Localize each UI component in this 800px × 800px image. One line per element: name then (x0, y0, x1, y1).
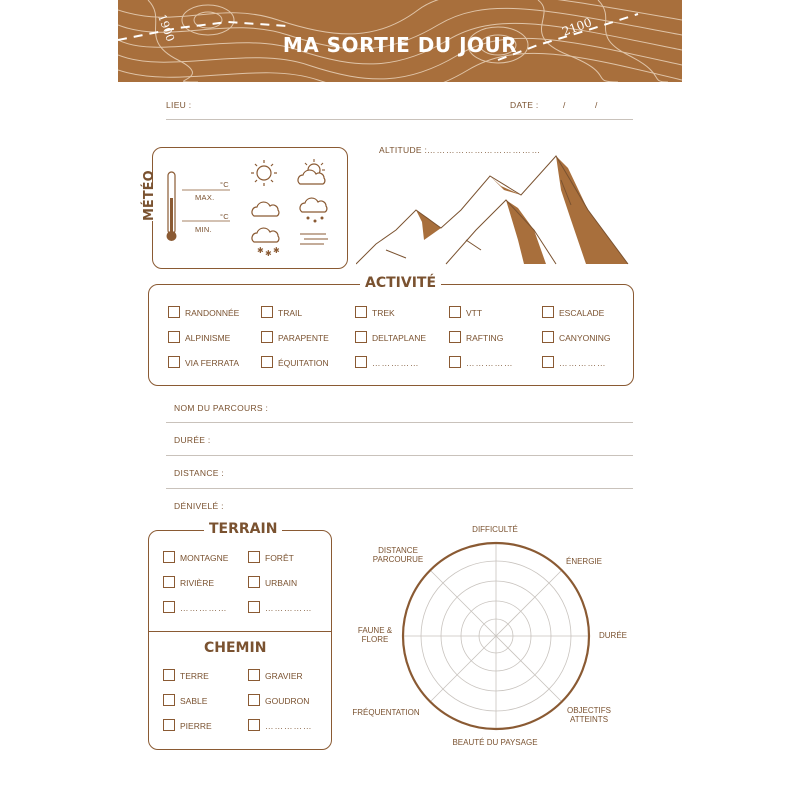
other-activity-2[interactable]: …………… (466, 358, 514, 368)
checkbox-other-3[interactable] (542, 356, 554, 368)
checkbox-via-ferrata[interactable] (168, 356, 180, 368)
activite-title: ACTIVITÉ (360, 275, 441, 291)
checkbox-goudron[interactable] (248, 694, 260, 706)
page-title: MA SORTIE DU JOUR (282, 33, 518, 57)
checkbox-trek[interactable] (355, 306, 367, 318)
radar-label-faune-flore: FAUNE & FLORE (357, 626, 393, 644)
label-riviere: RIVIÈRE (180, 578, 215, 588)
checkbox-terre[interactable] (163, 669, 175, 681)
radar-label-objectifs: OBJECTIFS ATTEINTS (566, 706, 611, 724)
label-rafting: RAFTING (466, 333, 504, 343)
date-label: DATE : (510, 100, 539, 110)
checkbox-other-2[interactable] (449, 356, 461, 368)
checkbox-riviere[interactable] (163, 576, 175, 588)
date-separator-1: / (563, 100, 566, 110)
checkbox-foret[interactable] (248, 551, 260, 563)
nom-parcours-label: NOM DU PARCOURS : (174, 403, 269, 413)
meteo-title: MÉTÉO (142, 189, 162, 221)
checkbox-sable[interactable] (163, 694, 175, 706)
terrain-other-1[interactable]: …………… (180, 603, 228, 613)
fog-icon[interactable] (296, 228, 336, 252)
checkbox-trail[interactable] (261, 306, 273, 318)
header-banner (118, 0, 682, 82)
denivele-label: DÉNIVELÉ : (174, 501, 224, 511)
terrain-chemin-divider (149, 631, 331, 632)
label-deltaplane: DELTAPLANE (372, 333, 427, 343)
terrain-other-2[interactable]: …………… (265, 603, 313, 613)
altitude-label: ALTITUDE : (379, 145, 428, 155)
lieu-line[interactable] (166, 119, 633, 120)
radar-label-energie: ÉNERGIE (565, 557, 602, 566)
svg-text:✱: ✱ (257, 246, 264, 255)
label-via-ferrata: VIA FERRATA (185, 358, 240, 368)
altitude-dots[interactable]: ……………………………… (427, 145, 541, 155)
label-equitation: ÉQUITATION (278, 358, 329, 368)
nom-parcours-line[interactable] (166, 422, 633, 423)
svg-text:✱: ✱ (265, 249, 272, 258)
checkbox-gravier[interactable] (248, 669, 260, 681)
max-label: MAX. (195, 193, 215, 202)
distance-line[interactable] (166, 488, 633, 489)
radar-label-frequentation: FRÉQUENTATION (352, 708, 420, 717)
label-randonnee: RANDONNÉE (185, 308, 240, 318)
cloud-icon[interactable] (248, 194, 288, 224)
label-urbain: URBAIN (265, 578, 298, 588)
checkbox-randonnee[interactable] (168, 306, 180, 318)
distance-label: DISTANCE : (174, 468, 225, 478)
checkbox-vtt[interactable] (449, 306, 461, 318)
min-unit: °C (220, 212, 230, 221)
sun-cloud-icon[interactable] (294, 158, 334, 188)
checkbox-escalade[interactable] (542, 306, 554, 318)
label-foret: FORÊT (265, 553, 294, 563)
sun-icon[interactable] (248, 158, 288, 188)
radar-label-distance: DISTANCE PARCOURUE (372, 546, 424, 564)
radar-label-beaute: BEAUTÉ DU PAYSAGE (452, 738, 538, 747)
checkbox-montagne[interactable] (163, 551, 175, 563)
label-parapente: PARAPENTE (278, 333, 329, 343)
label-goudron: GOUDRON (265, 696, 310, 706)
checkbox-alpinisme[interactable] (168, 331, 180, 343)
label-montagne: MONTAGNE (180, 553, 229, 563)
label-terre: TERRE (180, 671, 209, 681)
lieu-label: LIEU : (166, 100, 192, 110)
checkbox-deltaplane[interactable] (355, 331, 367, 343)
label-alpinisme: ALPINISME (185, 333, 231, 343)
svg-text:2100: 2100 (560, 15, 594, 39)
label-gravier: GRAVIER (265, 671, 303, 681)
checkbox-chemin-other[interactable] (248, 719, 260, 731)
radar-label-difficulte: DIFFICULTÉ (472, 525, 518, 534)
label-sable: SABLE (180, 696, 208, 706)
min-label: MIN. (195, 225, 213, 234)
checkbox-urbain[interactable] (248, 576, 260, 588)
label-escalade: ESCALADE (559, 308, 605, 318)
other-activity-3[interactable]: …………… (559, 358, 607, 368)
duree-line[interactable] (166, 455, 633, 456)
checkbox-pierre[interactable] (163, 719, 175, 731)
max-unit: °C (220, 180, 230, 189)
label-trail: TRAIL (278, 308, 303, 318)
snow-icon[interactable] (248, 226, 288, 258)
radar-label-duree: DURÉE (598, 631, 627, 640)
terrain-title: TERRAIN (204, 521, 282, 537)
checkbox-canyoning[interactable] (542, 331, 554, 343)
rain-icon[interactable] (296, 194, 336, 228)
date-separator-2: / (595, 100, 598, 110)
svg-text:✱: ✱ (273, 246, 280, 255)
checkbox-terrain-other-2[interactable] (248, 601, 260, 613)
other-activity-1[interactable]: …………… (372, 358, 420, 368)
label-vtt: VTT (466, 308, 483, 318)
checkbox-equitation[interactable] (261, 356, 273, 368)
checkbox-parapente[interactable] (261, 331, 273, 343)
duree-label: DURÉE : (174, 435, 211, 445)
label-pierre: PIERRE (180, 721, 212, 731)
checkbox-rafting[interactable] (449, 331, 461, 343)
label-trek: TREK (372, 308, 395, 318)
chemin-title: CHEMIN (204, 640, 267, 656)
svg-text:1900: 1900 (155, 12, 177, 44)
chemin-other[interactable]: …………… (265, 721, 313, 731)
label-canyoning: CANYONING (559, 333, 611, 343)
checkbox-terrain-other-1[interactable] (163, 601, 175, 613)
mountains-illustration (356, 150, 636, 268)
checkbox-other-1[interactable] (355, 356, 367, 368)
